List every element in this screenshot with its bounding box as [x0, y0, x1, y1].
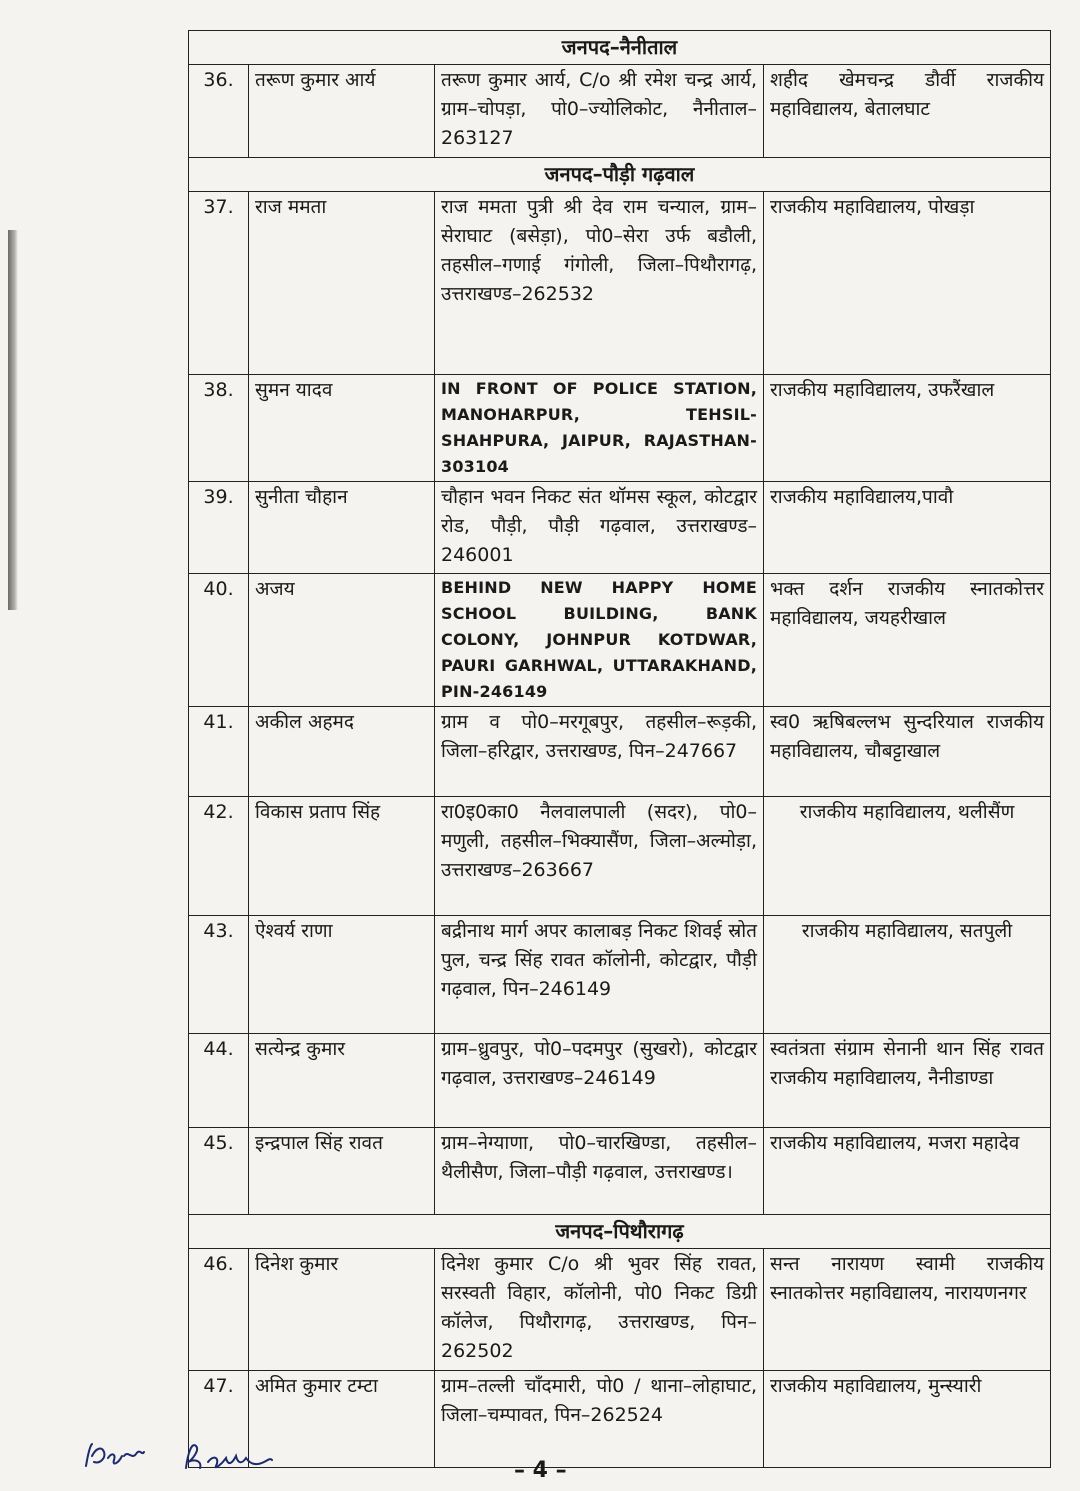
candidate-name: राज ममता: [249, 192, 435, 375]
serial-number: 38.: [189, 375, 249, 482]
district-name: जनपद–पिथौरागढ़: [189, 1215, 1051, 1249]
candidate-name: दिनेश कुमार: [249, 1249, 435, 1371]
serial-number: 40.: [189, 574, 249, 707]
serial-number: 46.: [189, 1249, 249, 1371]
page-edge-shadow: [8, 230, 18, 610]
table-row: [189, 916, 1051, 1034]
table-row: [189, 707, 1051, 797]
college-name: स्व0 ऋषिबल्लभ सुन्दरियाल राजकीय महाविद्यालय, चौबट्टाखाल: [764, 707, 1051, 797]
appointment-table: [188, 30, 1051, 1468]
college-name: स्वतंत्रता संग्राम सेनानी थान सिंह रावत राजकीय महाविद्यालय, नैनीडाण्डा: [764, 1034, 1051, 1128]
candidate-address: रा0इ0का0 नैलवालपाली (सदर), पो0–मणुली, तहसील–भिक्यासैंण, जिला–अल्मोड़ा, उत्तराखण्ड–263667: [435, 797, 764, 916]
candidate-name: अजय: [249, 574, 435, 707]
college-name: राजकीय महाविद्यालय, पोखड़ा: [764, 192, 1051, 375]
signature-initials-1: [82, 1436, 146, 1476]
candidate-address: तरूण कुमार आर्य, C/o श्री रमेश चन्द्र आर्य, ग्राम–चोपड़ा, पो0–ज्योलिकोट, नैनीताल–263127: [435, 65, 764, 158]
candidate-address: चौहान भवन निकट संत थॉमस स्कूल, कोटद्वार रोड, पौड़ी, पौड़ी गढ़वाल, उत्तराखण्ड–246001: [435, 482, 764, 574]
serial-number: 41.: [189, 707, 249, 797]
college-name: सन्त नारायण स्वामी राजकीय स्नातकोत्तर महाविद्यालय, नारायणनगर: [764, 1249, 1051, 1371]
candidate-address: ग्राम–तल्ली चाँदमारी, पो0 / थाना–लोहाघाट, जिला–चम्पावत, पिन–262524: [435, 1371, 764, 1468]
serial-number: 43.: [189, 916, 249, 1034]
college-name: राजकीय महाविद्यालय, उफरैंखाल: [764, 375, 1051, 482]
candidate-name: तरूण कुमार आर्य: [249, 65, 435, 158]
college-name: शहीद खेमचन्द्र डौर्वी राजकीय महाविद्यालय, बेतालघाट: [764, 65, 1051, 158]
candidate-name: सुनीता चौहान: [249, 482, 435, 574]
signature-initials-2: [180, 1436, 274, 1476]
candidate-name: सुमन यादव: [249, 375, 435, 482]
candidate-name: विकास प्रताप सिंह: [249, 797, 435, 916]
candidate-name: सत्येन्द्र कुमार: [249, 1034, 435, 1128]
district-header: [189, 31, 1051, 65]
candidate-address: दिनेश कुमार C/o श्री भुवर सिंह रावत, सरस्वती विहार, कॉलोनी, पो0 निकट डिग्री कॉलेज, पिथौरागढ़, उत्तराखण्ड, पिन–262502: [435, 1249, 764, 1371]
serial-number: 37.: [189, 192, 249, 375]
college-name: राजकीय महाविद्यालय, मुन्स्यारी: [764, 1371, 1051, 1468]
candidate-address: बद्रीनाथ मार्ग अपर कालाबड़ निकट शिवई स्रोत पुल, चन्द्र सिंह रावत कॉलोनी, कोटद्वार, पौड़ी गढ़वाल, पिन–246149: [435, 916, 764, 1034]
candidate-address: BEHIND NEW HAPPY HOME SCHOOL BUILDING, BANK COLONY, JOHNPUR KOTDWAR, PAURI GARHWAL, UTTARAKHAND, PIN-246149: [435, 574, 764, 707]
college-name: राजकीय महाविद्यालय, थलीसैंण: [764, 797, 1051, 916]
candidate-name: अमित कुमार टम्टा: [249, 1371, 435, 1468]
table-row: [189, 65, 1051, 158]
district-name: जनपद–नैनीताल: [189, 31, 1051, 65]
college-name: राजकीय महाविद्यालय, सतपुली: [764, 916, 1051, 1034]
serial-number: 44.: [189, 1034, 249, 1128]
candidate-name: ऐश्वर्य राणा: [249, 916, 435, 1034]
table-row: [189, 375, 1051, 482]
table-row: [189, 1371, 1051, 1468]
district-header: [189, 1215, 1051, 1249]
college-name: राजकीय महाविद्यालय,पावौ: [764, 482, 1051, 574]
table-row: [189, 1128, 1051, 1215]
page-number: – 4 –: [514, 1458, 567, 1483]
table-row: [189, 797, 1051, 916]
candidate-address: IN FRONT OF POLICE STATION, MANOHARPUR, TEHSIL-SHAHPURA, JAIPUR, RAJASTHAN-303104: [435, 375, 764, 482]
candidate-name: इन्द्रपाल सिंह रावत: [249, 1128, 435, 1215]
table-row: [189, 574, 1051, 707]
serial-number: 36.: [189, 65, 249, 158]
serial-number: 42.: [189, 797, 249, 916]
table-row: [189, 482, 1051, 574]
serial-number: 39.: [189, 482, 249, 574]
candidate-address: ग्राम–नेग्याणा, पो0–चारखिण्डा, तहसील–थैलीसैण, जिला–पौड़ी गढ़वाल, उत्तराखण्ड।: [435, 1128, 764, 1215]
candidate-address: राज ममता पुत्री श्री देव राम चन्याल, ग्राम–सेराघाट (बसेड़ा), पो0–सेरा उर्फ बडौली, तहसील–गणाई गंगोली, जिला–पिथौरागढ़, उत्तराखण्ड–262532: [435, 192, 764, 375]
candidate-name: अकील अहमद: [249, 707, 435, 797]
district-name: जनपद–पौड़ी गढ़वाल: [189, 158, 1051, 192]
serial-number: 47.: [189, 1371, 249, 1468]
table-row: [189, 1249, 1051, 1371]
college-name: राजकीय महाविद्यालय, मजरा महादेव: [764, 1128, 1051, 1215]
candidate-address: ग्राम व पो0–मरगूबपुर, तहसील–रूड़की, जिला–हरिद्वार, उत्तराखण्ड, पिन–247667: [435, 707, 764, 797]
district-header: [189, 158, 1051, 192]
college-name: भक्त दर्शन राजकीय स्नातकोत्तर महाविद्यालय, जयहरीखाल: [764, 574, 1051, 707]
serial-number: 45.: [189, 1128, 249, 1215]
table-row: [189, 1034, 1051, 1128]
table-row: [189, 192, 1051, 375]
candidate-address: ग्राम–ध्रुवपुर, पो0–पदमपुर (सुखरो), कोटद्वार गढ़वाल, उत्तराखण्ड–246149: [435, 1034, 764, 1128]
